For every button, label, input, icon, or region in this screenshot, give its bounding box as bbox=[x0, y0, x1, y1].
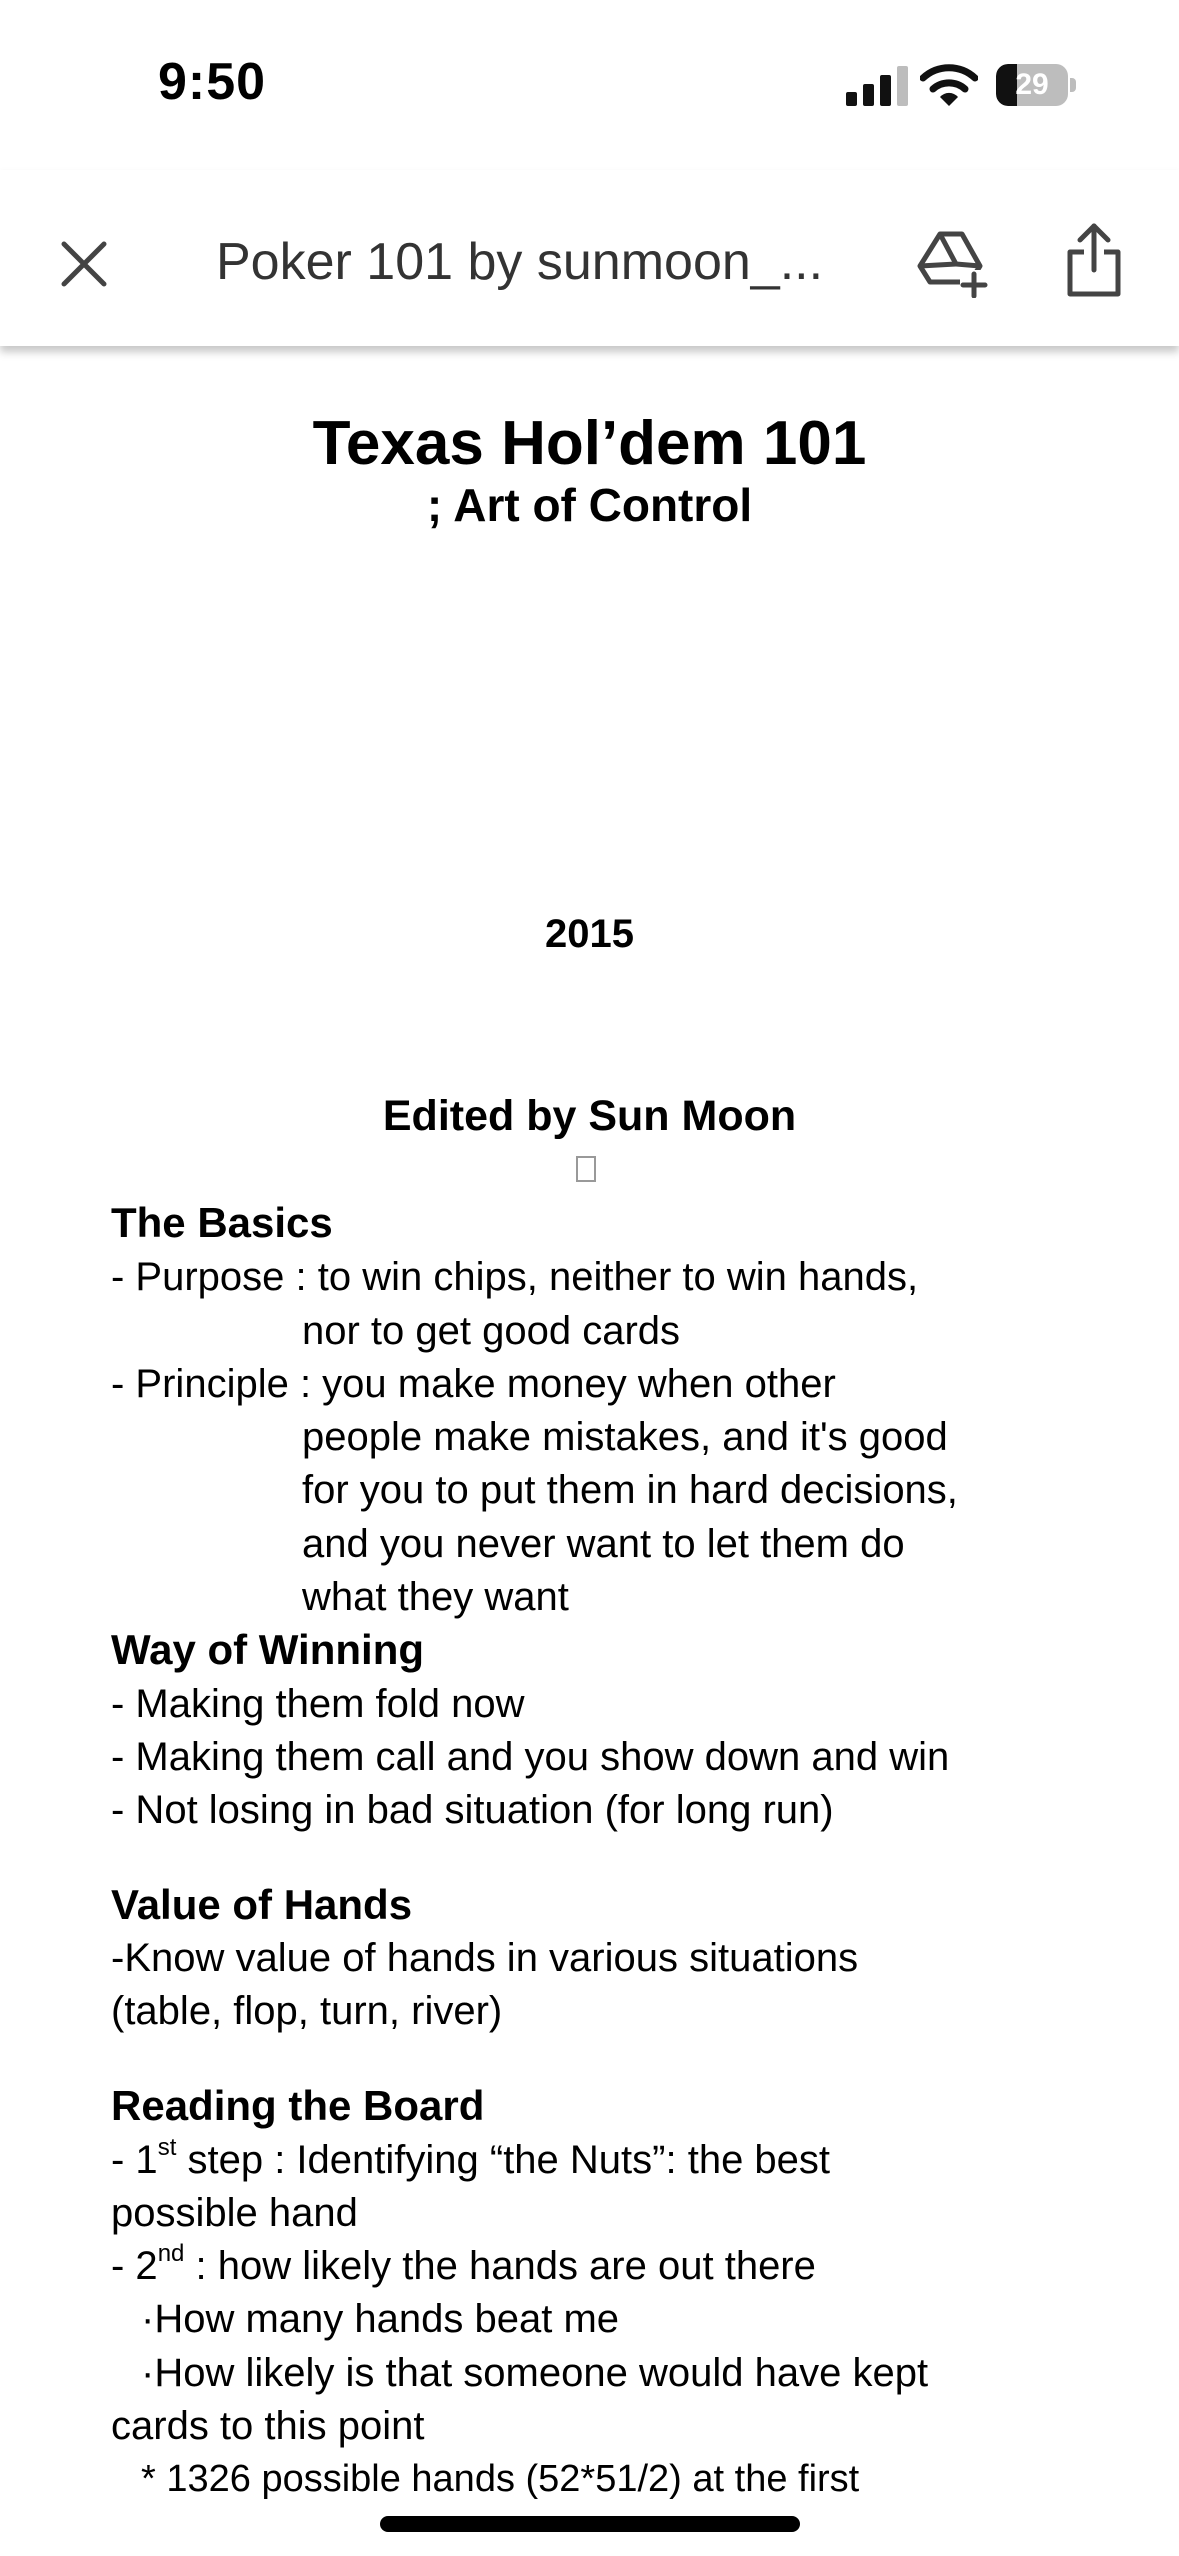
board-bullet-2-line-2: cards to this point bbox=[111, 2404, 425, 2448]
home-indicator[interactable] bbox=[380, 2516, 800, 2532]
board-bullet-1: ·How many hands beat me bbox=[141, 2297, 620, 2341]
board-step-2 bbox=[111, 2239, 816, 2293]
doc-year: 2015 bbox=[545, 912, 634, 956]
add-to-drive-icon[interactable] bbox=[916, 226, 988, 298]
principle-line-2: people make mistakes, and it's good bbox=[302, 1415, 948, 1459]
battery-level: 29 bbox=[1015, 68, 1049, 101]
winning-item-1: - Making them fold now bbox=[111, 1682, 525, 1726]
value-line-2: (table, flop, turn, river) bbox=[111, 1989, 503, 2033]
close-icon[interactable] bbox=[52, 232, 116, 296]
status-time: 9:50 bbox=[158, 53, 267, 111]
value-line-1: -Know value of hands in various situations bbox=[111, 1936, 859, 1980]
board-step-1-line-2: possible hand bbox=[111, 2191, 358, 2235]
share-icon[interactable] bbox=[1064, 222, 1124, 298]
step2-text: : how likely the hands are out there bbox=[184, 2244, 816, 2288]
missing-glyph-box bbox=[576, 1156, 596, 1182]
purpose-line-2: nor to get good cards bbox=[302, 1309, 681, 1353]
doc-editor: Edited by Sun Moon bbox=[382, 1092, 797, 1140]
basics-heading: The Basics bbox=[111, 1199, 333, 1246]
board-note-1: * 1326 possible hands (52*51/2) at the first bbox=[141, 2458, 860, 2500]
document-title: Poker 101 by sunmoon_... bbox=[216, 233, 824, 291]
purpose-line-1: - Purpose : to win chips, neither to win hands, bbox=[111, 1255, 919, 1299]
status-bar bbox=[0, 0, 1179, 170]
winning-heading: Way of Winning bbox=[111, 1626, 425, 1673]
principle-line-5: what they want bbox=[302, 1575, 569, 1619]
doc-main-title: Texas Hol’dem 101 bbox=[312, 409, 867, 478]
value-heading: Value of Hands bbox=[111, 1881, 413, 1928]
step1-prefix: - 1 bbox=[111, 2138, 158, 2182]
step2-superscript: nd bbox=[157, 2240, 185, 2267]
step1-text: step : Identifying “the Nuts”: the best bbox=[176, 2138, 831, 2182]
doc-subtitle: ; Art of Control bbox=[426, 479, 753, 531]
principle-line-3: for you to put them in hard decisions, bbox=[302, 1468, 958, 1512]
step2-prefix: - 2 bbox=[111, 2244, 158, 2288]
principle-line-4: and you never want to let them do bbox=[302, 1522, 905, 1566]
document-page bbox=[0, 346, 1179, 2556]
battery-icon bbox=[996, 64, 1076, 106]
step1-superscript: st bbox=[157, 2134, 177, 2161]
viewer-toolbar bbox=[0, 170, 1179, 346]
board-bullet-2: ·How likely is that someone would have kept bbox=[141, 2351, 929, 2395]
winning-item-2: - Making them call and you show down and win bbox=[111, 1735, 950, 1779]
cellular-signal-icon bbox=[846, 66, 910, 106]
principle-line-1: - Principle : you make money when other bbox=[111, 1362, 836, 1406]
board-heading: Reading the Board bbox=[111, 2082, 485, 2129]
wifi-icon bbox=[920, 62, 978, 108]
winning-item-3: - Not losing in bad situation (for long run) bbox=[111, 1788, 834, 1832]
board-step-1 bbox=[111, 2133, 830, 2187]
